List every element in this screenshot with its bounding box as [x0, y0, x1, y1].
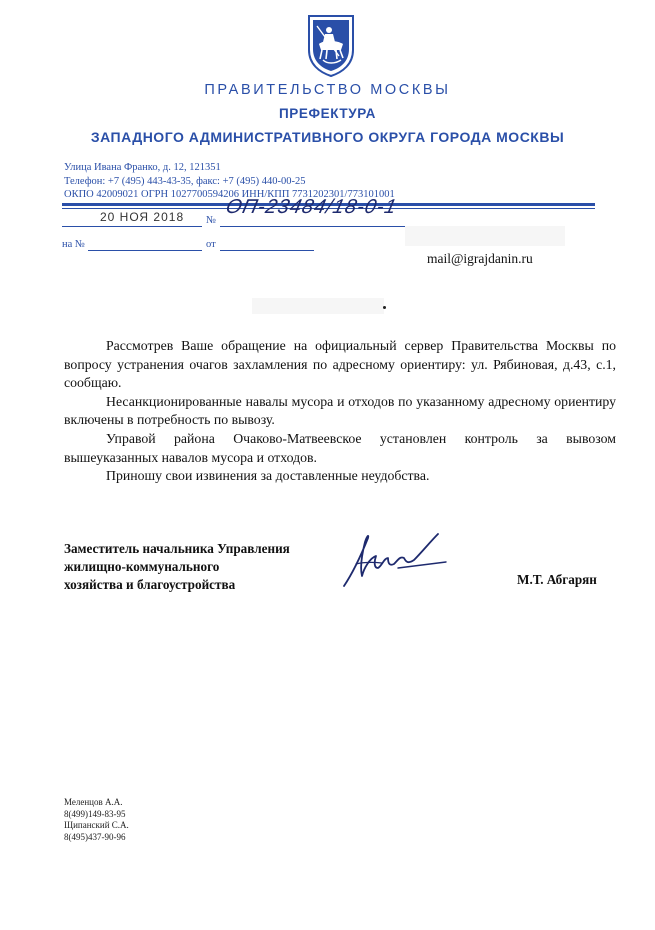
- handwritten-signature: [338, 528, 450, 590]
- executor-line: Щипанский С.А.: [64, 820, 129, 831]
- signatory-name: М.Т. Абгарян: [517, 572, 597, 587]
- body-paragraph: Несанкционированные навалы мусора и отходов по указанному адресному ориентиру включены в потребность по вывозу.: [64, 393, 616, 428]
- body-paragraph: Управой района Очаково-Матвеевское установлен контроль за вывозом вышеуказанных навалов мусора и отходов.: [64, 430, 616, 465]
- number-label: №: [206, 215, 217, 226]
- government-title: ПРАВИТЕЛЬСТВО МОСКВЫ: [204, 82, 451, 98]
- moscow-coat-of-arms-icon: [305, 12, 357, 78]
- phone-line: Телефон: +7 (495) 443-43-35, факс: +7 (495) 440-00-25: [64, 175, 306, 187]
- reply-to-label: на №: [62, 239, 85, 250]
- body-paragraph: Приношу свои извинения за доставленные неудобства.: [106, 468, 430, 484]
- date-blank: [62, 226, 202, 227]
- signatory-title-line: жилищно-коммунального: [64, 559, 220, 574]
- signatory-title-line: Заместитель начальника Управления: [64, 541, 290, 556]
- codes-line: ОКПО 42009021 ОГРН 1027700594206 ИНН/КПП 7731202301/773101001: [64, 189, 395, 200]
- address-line: Улица Ивана Франко, д. 12, 121351: [64, 162, 221, 173]
- number-blank: [220, 226, 432, 227]
- date-stamp: 20 НОЯ 2018: [100, 210, 185, 224]
- redacted-salutation: [252, 298, 384, 314]
- executor-contacts: [64, 797, 129, 843]
- signatory-title-line: хозяйства и благоустройства: [64, 577, 236, 592]
- from-date-blank: [220, 250, 314, 251]
- letter-body: [64, 337, 616, 486]
- executor-line: 8(495)437-90-96: [64, 831, 126, 842]
- reply-number-blank: [88, 250, 202, 251]
- executor-line: 8(499)149-83-95: [64, 808, 126, 819]
- salutation-dot: [383, 306, 386, 309]
- body-paragraph: Рассмотрев Ваше обращение на официальный сервер Правительства Москвы по вопросу устранения очагов захламления по адресному ориентиру: ул. Рябиновая, д.43, с.1, сообщаю.: [64, 338, 616, 391]
- redacted-recipient: [405, 226, 565, 246]
- handwritten-number: ОП-23484/18-0-1: [223, 196, 400, 218]
- recipient-email: mail@igrajdanin.ru: [427, 251, 533, 266]
- from-label: от: [206, 239, 216, 250]
- okrug-title: ЗАПАДНОГО АДМИНИСТРАТИВНОГО ОКРУГА ГОРОДА МОСКВЫ: [90, 129, 565, 145]
- executor-line: Меленцов А.А.: [64, 797, 123, 807]
- signatory-title: [64, 540, 290, 594]
- prefecture-title: ПРЕФЕКТУРА: [278, 106, 377, 121]
